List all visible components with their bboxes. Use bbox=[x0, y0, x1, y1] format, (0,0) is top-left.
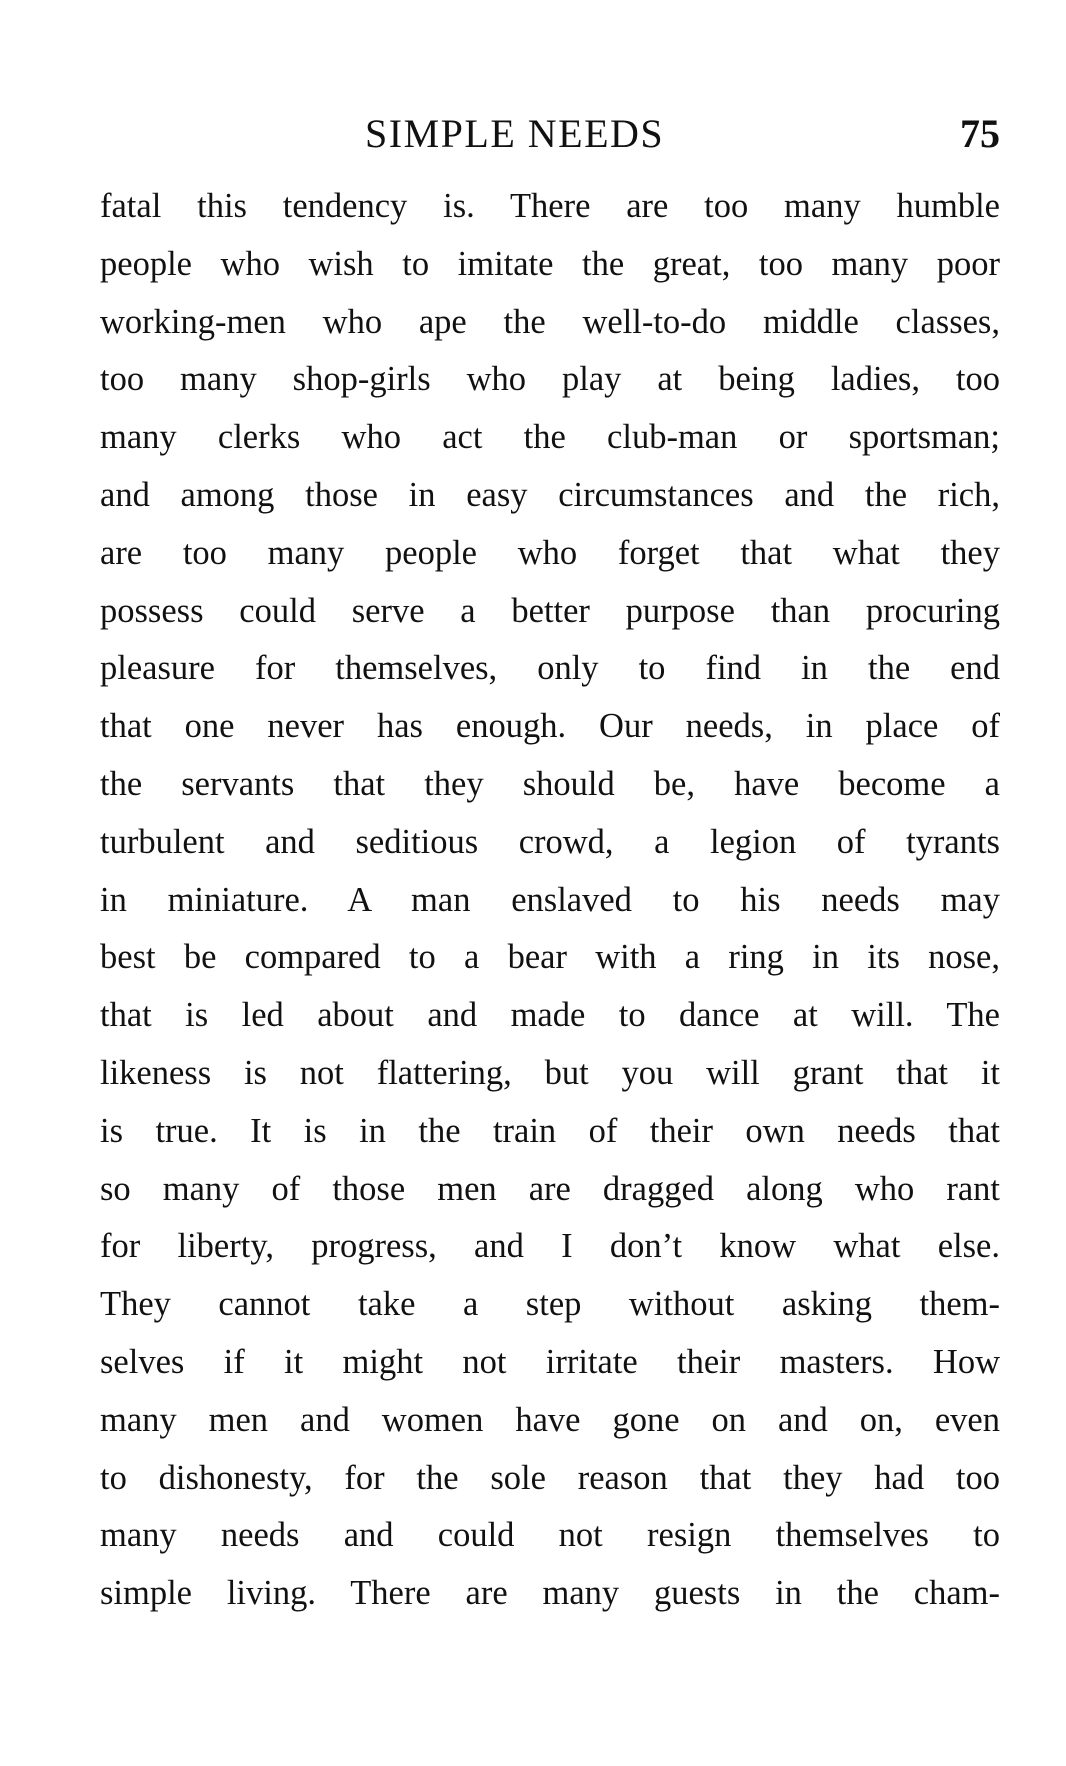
text-line: fatal this tendency is. There are too many humble bbox=[100, 187, 1000, 225]
text-line: working-men who ape the well-to-do middle classes, bbox=[100, 302, 1000, 341]
text-line: too many shop-girls who play at being ladies, too bbox=[100, 360, 1000, 399]
text-line: many men and women have gone on and on, even bbox=[100, 1400, 1000, 1439]
text-line: best be compared to a bear with a ring in its nose, bbox=[100, 938, 1000, 977]
text-line: so many of those men are dragged along who rant bbox=[100, 1169, 1000, 1208]
text-line: likeness is not flattering, but you will grant that it bbox=[100, 1053, 1000, 1092]
running-title: SIMPLE NEEDS bbox=[365, 111, 665, 156]
text-line: possess could serve a better purpose than procuring bbox=[100, 591, 1000, 630]
text-line: They cannot take a step without asking them- bbox=[100, 1285, 1000, 1324]
text-line: are too many people who forget that what they bbox=[100, 533, 1000, 572]
page-number: 75 bbox=[960, 111, 1000, 156]
text-line: many clerks who act the club-man or sportsman; bbox=[100, 418, 1000, 457]
text-line: selves if it might not irritate their masters. How bbox=[100, 1342, 1000, 1381]
text-line: and among those in easy circumstances and the rich, bbox=[100, 475, 1000, 514]
text-line: to dishonesty, for the sole reason that they had too bbox=[100, 1458, 1000, 1497]
text-line: for liberty, progress, and I don’t know what else. bbox=[100, 1227, 1000, 1266]
running-head bbox=[100, 104, 1000, 164]
text-line: simple living. There are many guests in the cham- bbox=[100, 1574, 1000, 1613]
text-line: many needs and could not resign themselves to bbox=[100, 1516, 1000, 1555]
text-line: in miniature. A man enslaved to his needs may bbox=[100, 880, 1000, 919]
text-line: turbulent and seditious crowd, a legion of tyrants bbox=[100, 822, 1000, 861]
text-line: pleasure for themselves, only to find in the end bbox=[100, 649, 1000, 688]
body-text bbox=[100, 178, 1000, 1623]
text-line: people who wish to imitate the great, too many poor bbox=[100, 244, 1000, 283]
text-line: the servants that they should be, have become a bbox=[100, 764, 1000, 803]
text-line: that is led about and made to dance at will. The bbox=[100, 996, 1000, 1035]
text-line: is true. It is in the train of their own needs that bbox=[100, 1111, 1000, 1150]
text-line: that one never has enough. Our needs, in place of bbox=[100, 707, 1000, 746]
